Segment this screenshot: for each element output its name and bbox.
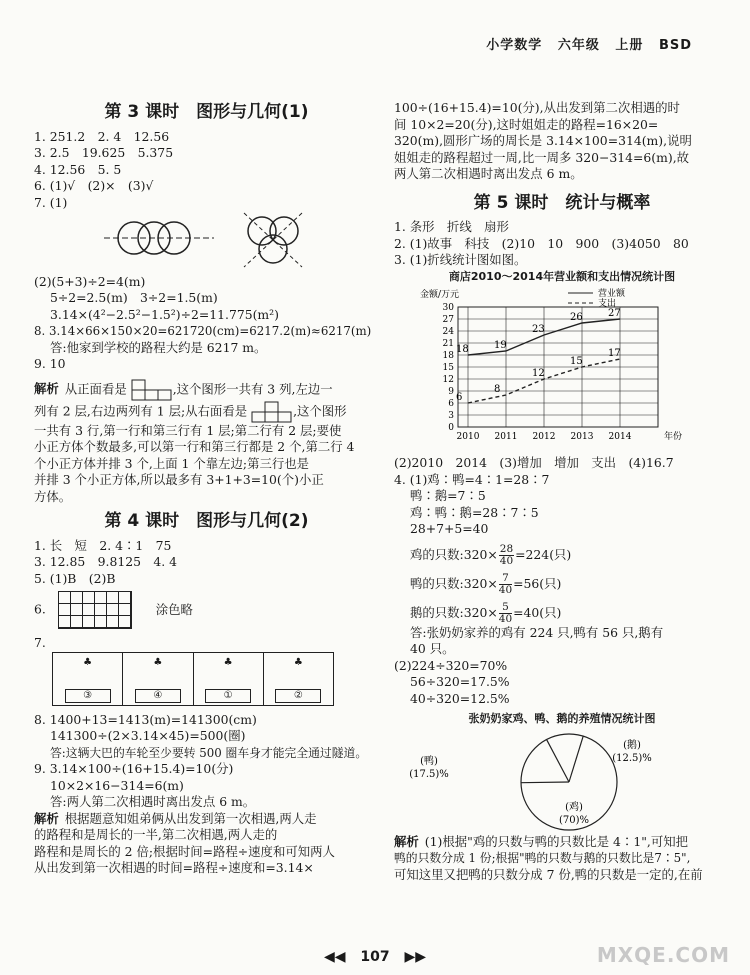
x-tick-label: 2014 [608, 432, 632, 442]
answer-line: 3. 2.5 19.625 5.375 [34, 145, 174, 160]
y-tick-label: 15 [442, 363, 454, 373]
analysis-line: 姐姐走的路程超过一周,比一周多 320−314=6(m),故 [394, 149, 690, 165]
pie-chart-title: 张奶奶家鸡、鸭、鹅的养殖情况统计图 [468, 712, 656, 725]
slice-edge [569, 736, 583, 782]
analysis-line: 可知这里又把鸭的只数分成 7 份,鸭的只数是一定的,在前 [394, 866, 703, 882]
line-chart [418, 285, 708, 455]
answer-line: 7. [34, 635, 46, 650]
analysis-line: 解析 根据题意知姐弟俩从出发到第一次相遇,两人走 [34, 810, 317, 826]
page-number: 107 [360, 949, 390, 965]
answer-line: 9. 10 [34, 356, 66, 371]
analysis-label: 解析 [34, 810, 59, 826]
analysis-line: 鸭的只数分成 1 份;根据"鸭的只数与鹅的只数比是7∶5", [394, 851, 691, 865]
slice-label: (17.5)% [409, 768, 449, 780]
analysis-line: 列有 2 层,右边两列有 1 层;从右面看是 ,这个图形 [34, 401, 379, 423]
analysis-line: 个小正方体并排 3 个,上面 1 个靠左边;第三行也是 [34, 455, 310, 471]
analysis-line: 的路程和是周长的一半,第二次相遇,两人走的 [34, 827, 278, 842]
data-label: 18 [456, 344, 469, 355]
answer-line: 28+7+5=40 [410, 521, 489, 536]
x-tick-label: 2010 [456, 432, 480, 442]
answer-line: (2)224÷320=70% [394, 657, 508, 673]
answer-line: 鹅的只数:320× $\frac{5}{40}$ =40(只) [410, 600, 562, 625]
answer-line: 1. 长 短 2. 4∶1 75 [34, 537, 172, 553]
tree-icon: ♣ [293, 656, 303, 668]
x-axis-label: 年份 [664, 432, 683, 442]
answer-line: 8. 3.14×66×150×20=621720(cm)=6217.2(m)≈6217(m) [34, 324, 372, 338]
header-grade: 六年级 [557, 38, 600, 53]
analysis-line: 方体。 [34, 488, 72, 504]
answer-line: (2)(5+3)÷2=4(m) [34, 273, 146, 289]
analysis-line: 320(m),圆形广场的周长是 3.14×100=314(m),说明 [394, 133, 692, 148]
answer-line: 鸡的只数:320× $\frac{28}{40}$ =224(只) [410, 542, 572, 567]
slice-label: (70)% [558, 814, 590, 826]
analysis-line: 小正方体个数最多,可以第一行和第三行都是 2 个,第二行 4 [34, 439, 355, 454]
section-5-title: 第 5 课时 统计与概率 [473, 192, 651, 213]
y-tick-label: 9 [448, 387, 454, 397]
next-page-icon[interactable]: ▶▶ [404, 949, 427, 965]
answer-line: 1. 条形 折线 扇形 [394, 219, 509, 234]
analysis-label: 解析 [394, 833, 419, 849]
analysis-line: 100÷(16+15.4)=10(分),从出发到第二次相遇的时 [394, 100, 680, 115]
answer-line: 答:他家到学校的路程大约是 6217 m。 [50, 339, 267, 355]
answer-line: 答:这辆大巴的车轮至少要转 500 圈车身才能完全通过隧道。 [50, 745, 368, 760]
data-label: 27 [608, 308, 621, 319]
answer-line: 8. 1400+13=1413(m)=141300(cm) [34, 711, 257, 727]
answer-line: 3. (1)折线统计图如图。 [394, 252, 527, 267]
answer-line: 5÷2=2.5(m) 3÷2=1.5(m) [50, 290, 218, 305]
answer-line: 鸭的只数:320× $\frac{7}{40}$ =56(只) [410, 571, 562, 596]
data-label: 8 [494, 384, 501, 395]
analysis-line: 两人第二次相遇时离出发点 6 m。 [394, 166, 583, 181]
y-tick-label: 30 [442, 303, 454, 313]
analysis-line: 一共有 3 行,第一行和第三行有 1 层;第二行有 2 层;要使 [34, 422, 342, 438]
answer-line: (2)2010 2014 (3)增加 增加 支出 (4)16.7 [394, 455, 674, 470]
data-label: 19 [494, 340, 507, 351]
y-tick-label: 27 [442, 315, 454, 325]
slice-name: (鸭) [420, 755, 438, 767]
tree-icon: ♣ [223, 656, 233, 668]
right-view-figure [251, 401, 293, 423]
slice-name: (鹅) [623, 739, 641, 751]
data-label: 12 [532, 368, 545, 379]
tree-views [52, 652, 334, 706]
page-header [476, 34, 692, 53]
line-chart-title: 商店2010～2014年营业额和支出情况统计图 [448, 269, 676, 283]
answer-line: 9. 3.14×100÷(16+15.4)=10(分) [34, 761, 234, 776]
data-label: 23 [532, 324, 545, 335]
answer-line: 3. 12.85 9.8125 4. 4 [34, 554, 178, 569]
slice-edge [521, 782, 569, 783]
fraction: $\frac{28}{40}$ [499, 542, 514, 567]
header-volume: 上册 [615, 38, 644, 53]
answer-line: 7. (1) [34, 194, 68, 210]
header-subject: 小学数学 [486, 38, 543, 53]
slice-edge [547, 739, 569, 781]
x-tick-label: 2013 [570, 432, 594, 442]
left-column [34, 100, 379, 877]
data-label: 6 [456, 392, 463, 403]
tree-view: ♣ ③ [53, 653, 123, 705]
answer-line: 4. (1)鸡∶鸭=4∶1=28∶7 [394, 471, 550, 487]
data-label: 26 [570, 312, 583, 323]
x-tick-label: 2011 [494, 432, 518, 442]
answer-line: 鸭∶鹅=7∶5 [410, 488, 486, 503]
prev-page-icon[interactable]: ◀◀ [323, 949, 346, 965]
analysis-line: 并排 3 个小正方体,所以最多有 3+1+3=10(个)小正 [34, 472, 324, 487]
answer-line: 2. (1)故事 科技 (2)10 10 900 (3)4050 80 [394, 235, 689, 251]
y-tick-label: 3 [448, 411, 454, 421]
y-tick-label: 0 [448, 423, 454, 433]
y-tick-label: 24 [442, 327, 454, 337]
tree-icon: ♣ [83, 656, 93, 668]
y-tick-label: 18 [442, 351, 454, 361]
answer-line: 1. 251.2 2. 4 12.56 [34, 128, 170, 144]
answer-line: 鸡∶鸭∶鹅=28∶7∶5 [410, 504, 539, 520]
data-label: 17 [608, 348, 621, 359]
circle-figures [64, 211, 364, 269]
answer-line: 40 只。 [410, 641, 455, 656]
answer-line: 40÷320=12.5% [410, 690, 510, 706]
section-4-title: 第 4 课时 图形与几何(2) [104, 511, 309, 531]
answer-line: 56÷320=17.5% [410, 674, 510, 689]
pie-chart [394, 728, 694, 834]
analysis-line: 从出发到第一次相遇的时间=路程÷速度和=3.14× [34, 860, 314, 875]
y-tick-label: 12 [442, 375, 454, 385]
legend-label: 营业额 [598, 289, 626, 299]
grid-figure [58, 591, 132, 629]
watermark-logo: MXQE.COM [596, 943, 730, 967]
analysis-line: 路程和是周长的 2 倍;根据时间=路程÷速度和可知两人 [34, 843, 335, 859]
y-tick-label: 6 [448, 399, 454, 409]
legend-label: 支出 [598, 299, 617, 309]
analysis-line: 解析 (1)根据"鸡的只数与鸭的只数比是 4∶1",可知把 [394, 833, 689, 849]
y-tick-label: 21 [442, 339, 454, 349]
front-view-figure [131, 379, 173, 401]
fraction: $\frac{7}{40}$ [498, 571, 513, 596]
analysis-line: 解析 从正面看是 ,这个图形一共有 3 列,左边一 [34, 379, 379, 401]
data-label: 15 [570, 356, 583, 367]
fraction: $\frac{5}{40}$ [498, 600, 513, 625]
answer-line: 4. 12.56 5. 5 [34, 161, 122, 177]
answer-line: 6. (1)√ (2)× (3)√ [34, 178, 154, 193]
answer-line: 答:张奶奶家养的鸡有 224 只,鸭有 56 只,鹅有 [410, 624, 664, 640]
slice-name: (鸡) [565, 801, 583, 813]
tree-view: ♣ ① [194, 653, 264, 705]
x-tick-label: 2012 [532, 432, 556, 442]
y-axis-label: 金额/万元 [420, 290, 460, 300]
answer-line: 141300÷(2×3.14×45)=500(圈) [50, 728, 246, 743]
analysis-line: 间 10×2=20(分),这时姐姐走的路程=16×20= [394, 116, 659, 132]
header-edition: BSD [658, 38, 692, 53]
analysis-label: 解析 [34, 381, 59, 396]
slice-label: (12.5)% [612, 752, 652, 764]
answer-line: 10×2×16−314=6(m) [50, 777, 184, 793]
answer-line: 答:两人第二次相遇时离出发点 6 m。 [50, 794, 256, 809]
answer-line: 6. 涂色略 [34, 591, 379, 629]
tree-icon: ♣ [153, 656, 163, 668]
right-column [394, 100, 730, 883]
section-3-title: 第 3 课时 图形与几何(1) [104, 102, 309, 122]
tree-view: ♣ ② [264, 653, 333, 705]
tree-view: ♣ ④ [123, 653, 193, 705]
answer-line: 3.14×(4²−2.5²−1.5²)÷2=11.775(m²) [50, 306, 279, 322]
color-note: 涂色略 [155, 601, 193, 617]
answer-line: 5. (1)B (2)B [34, 570, 116, 586]
